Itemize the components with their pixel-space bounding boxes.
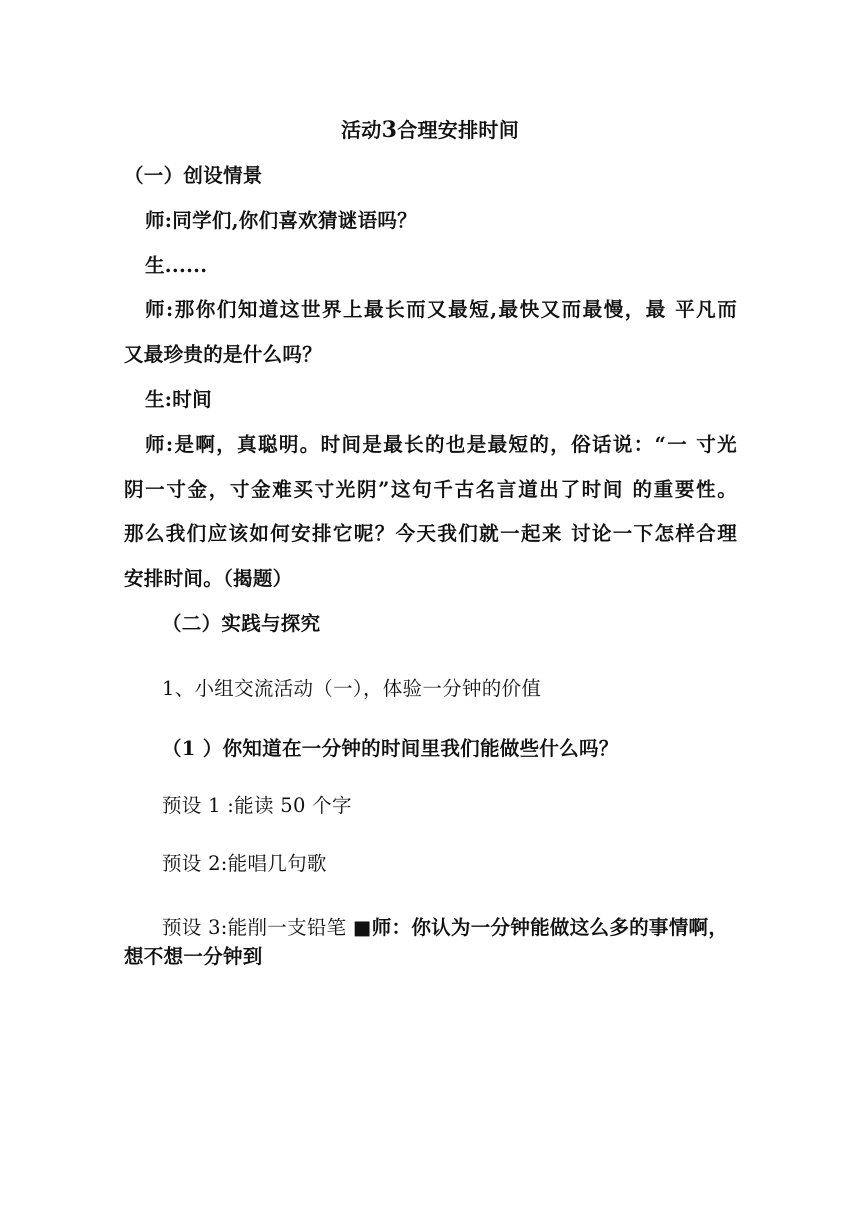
dialogue-line: 阴一寸金，寸金难买寸光阴”这句千古名言道出了时间 的重要性。 — [124, 478, 737, 501]
activity-heading: 1、小组交流活动（一），体验一分钟的价值 — [162, 677, 542, 700]
section-heading-1: （一）创设情景 — [124, 164, 263, 187]
dialogue-line: 生...... — [145, 254, 208, 277]
title-suffix: 合理安排时间 — [397, 118, 520, 142]
title-number: 3 — [381, 117, 398, 143]
preset-item: 预设 3:能削一支铅笔 — [162, 916, 347, 939]
dialogue-line: 师:是啊，真聪明。时间是最长的也是最短的，俗话说：“一 寸光 — [145, 433, 737, 456]
title-prefix: 活动 — [340, 118, 382, 142]
dialogue-line: 安排时间。（揭题） — [124, 567, 293, 590]
teacher-remark: 师：你认为一分钟能做这么多的事情啊， — [371, 916, 729, 939]
preset-item: 预设 1 :能读 50 个字 — [162, 794, 352, 817]
page-title — [0, 114, 860, 143]
preset-item: 预设 2:能唱几句歌 — [162, 852, 327, 875]
dialogue-line: 师:同学们,你们喜欢猜谜语吗？ — [145, 209, 417, 232]
question-line — [162, 733, 619, 761]
question-text: 你知道在一分钟的时间里我们能做些什么吗？ — [222, 737, 619, 760]
dialogue-line: 那么我们应该如何安排它呢？今天我们就一起来 讨论一下怎样合理 — [124, 522, 737, 545]
teacher-remark-continued: 想不想一分钟到 — [124, 945, 263, 968]
dialogue-line: 又最珍贵的是什么吗？ — [124, 343, 323, 366]
section-heading-2: （二）实践与探究 — [162, 612, 321, 635]
dialogue-line: 师:那你们知道这世界上最长而又最短,最快又而最慢，最 平凡而 — [145, 298, 737, 321]
preset-line-with-teacher — [162, 912, 728, 940]
square-marker: ■ — [352, 916, 372, 939]
dialogue-line: 生:时间 — [145, 388, 212, 411]
question-number: （1 ） — [162, 737, 223, 760]
